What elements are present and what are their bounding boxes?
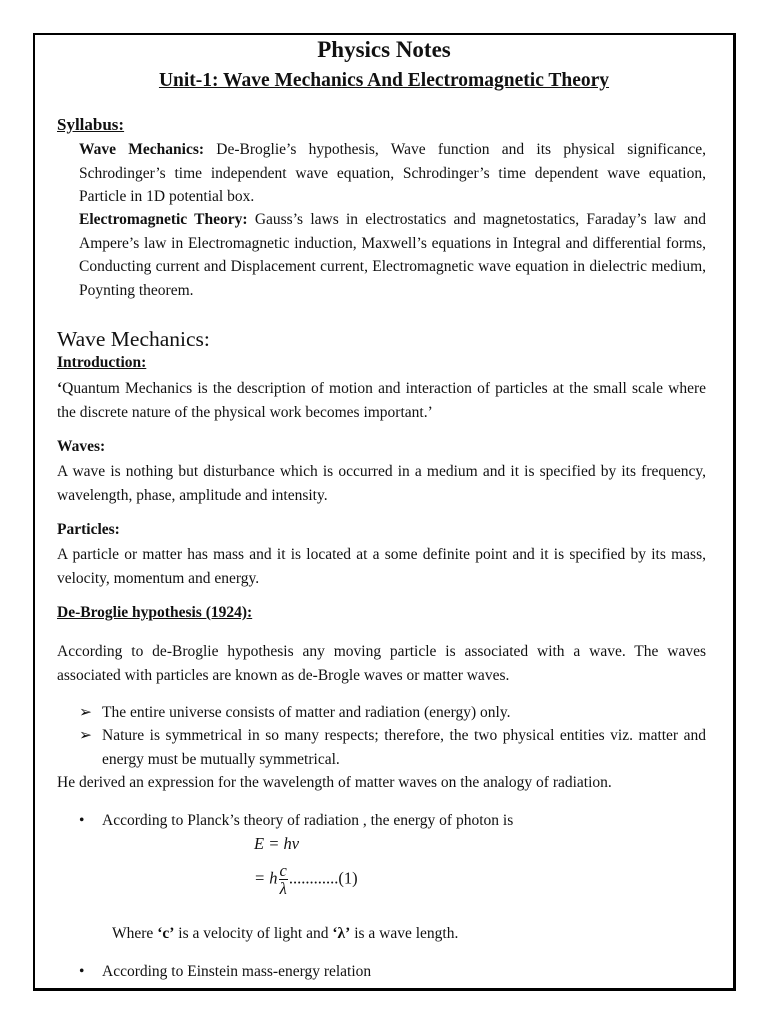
debroglie-text: According to de-Broglie hypothesis any moving particle is associated with a wave. The waves associated with particles are known as de-Brogle waves or matter waves. (57, 643, 706, 684)
syllabus-em-label: Electromagnetic Theory: (79, 211, 248, 228)
eq-prefix: = h (254, 868, 278, 888)
where-c: ‘c’ (157, 925, 175, 942)
eq-numerator: c (279, 861, 287, 880)
intro-body: Quantum Mechanics is the description of motion and interaction of particles at the small scale where the discrete nature of the physical work becomes important.’ (57, 380, 706, 421)
eq-denominator: λ (279, 879, 287, 898)
equation-1 (254, 862, 358, 897)
syllabus-heading: Syllabus: (57, 115, 125, 134)
list-item (79, 809, 513, 833)
where-text (112, 925, 458, 943)
where-post: is a wave length. (350, 925, 459, 942)
list-item (79, 701, 706, 725)
introduction-text (57, 377, 706, 424)
waves-text: A wave is nothing but disturbance which is occurred in a medium and it is specified by its frequency, wavelength, phase, amplitude and intensity. (57, 463, 706, 504)
intro-quote-mark: ‘ (57, 380, 63, 397)
einstein-text: According to Einstein mass-energy relation (102, 963, 372, 980)
equation-energy: E = hν (254, 834, 300, 853)
dot-bullet-icon: • (79, 963, 85, 980)
syllabus-wave-label: Wave Mechanics: (79, 141, 205, 158)
introduction-heading: Introduction: (57, 354, 147, 371)
debroglie-heading: De-Broglie hypothesis (1924): (57, 604, 253, 621)
syllabus-wave-text: De-Broglie’s hypothesis, Wave function and its physical significance, Schrodinger’s time independent wave equation, Schrodinger’s time dependent wave equation, Particle in 1D potential box. (79, 141, 706, 205)
list-item (79, 724, 706, 771)
list-item-text: The entire universe consists of matter and radiation (energy) only. (102, 704, 511, 721)
wave-mechanics-heading: Wave Mechanics: (57, 327, 210, 351)
syllabus-wave-mechanics (79, 138, 706, 209)
syllabus-electromagnetic (79, 208, 706, 302)
derived-text: He derived an expression for the wavelength of matter waves on the analogy of radiation. (57, 774, 612, 791)
eq-label: ............(1) (288, 868, 358, 888)
particles-text: A particle or matter has mass and it is located at a some definite point and it is specified by its mass, velocity, momentum and energy. (57, 546, 706, 587)
particles-heading: Particles: (57, 521, 120, 538)
document-title: Physics Notes (317, 37, 451, 62)
arrow-bullet-icon: ➢ (79, 727, 92, 744)
eq-fraction (279, 862, 288, 897)
unit-title: Unit-1: Wave Mechanics And Electromagnetic Theory (158, 70, 610, 91)
syllabus-em-text: Gauss’s laws in electrostatics and magnetostatics, Faraday’s law and Ampere’s law in Electromagnetic induction, Maxwell’s equations in Integral and differential forms, Conducting current and Displacement current, Electromagnetic wave equation in dielectric medium, Poynting theorem. (79, 211, 706, 299)
waves-heading: Waves: (57, 438, 106, 455)
where-lambda: ‘λ’ (332, 925, 351, 942)
dot-bullet-icon: • (79, 812, 85, 829)
list-item-text: Nature is symmetrical in so many respects; therefore, the two physical entities viz. matter and energy must be mutually symmetrical. (102, 727, 706, 768)
where-pre: Where (112, 925, 158, 942)
arrow-bullet-icon: ➢ (79, 704, 92, 721)
where-mid: is a velocity of light and (174, 925, 333, 942)
planck-text: According to Planck’s theory of radiation , the energy of photon is (102, 812, 514, 829)
list-item (79, 960, 371, 984)
